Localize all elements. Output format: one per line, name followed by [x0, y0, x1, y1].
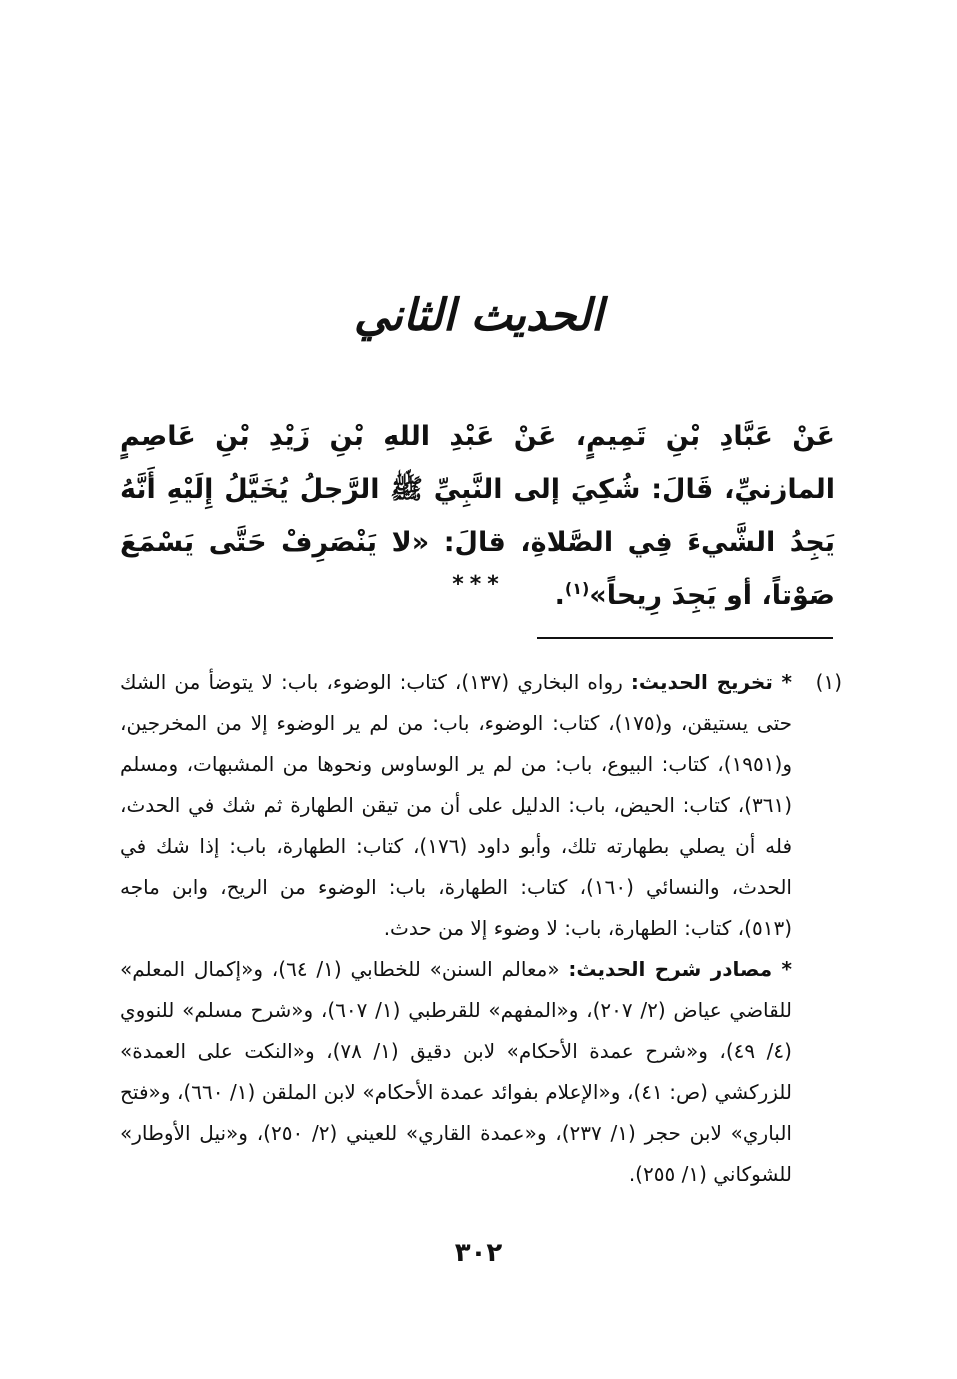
separator-stars: ***: [452, 572, 505, 597]
footnote-divider: [537, 637, 833, 639]
footnote-takhrij-text: رواه البخاري (١٣٧)، كتاب: الوضوء، باب: لا يتوضأ من الشك حتى يستيقن، و(١٧٥)، كتاب: الوضوء، باب: من لم ير الوضوء إلا من المخرجين، و(١٩٥١)، كتاب: البيوع، باب: من لم ير الوساوس ونحوها من المشبهات، ومسلم (٣٦١)، كتاب: الحيض، باب: الدليل على أن من تيقن الطهارة ثم شك في الحدث، فله أن يصلي بطهارته تلك، وأبو داود (١٧٦)، كتاب: الطهارة، باب: إذا شك في الحدث، والنسائي (١٦٠)، كتاب: الطهارة، باب: الوضوء من الريح، وابن ماجه (٥١٣)، كتاب: الطهارة، باب: لا وضوء إلا من حدث.: [120, 670, 793, 940]
footnote-body: [120, 662, 792, 1195]
footnote-sources: [120, 949, 792, 1195]
hadith-body: عَنْ عَبَّادِ بْنِ تَمِيمٍ، عَنْ عَبْدِ اللهِ بْنِ زَيْدِ بْنِ عَاصِمٍ المازنيِّ، قَالَ: شُكِيَ إلى النَّبِيِّ ﷺ الرَّجلُ يُخَيَّلُ إِلَيْهِ أَنَّهُ يَجِدُ الشَّيءَ فِي الصَّلاةِ، قالَ: «لا يَنْصَرِفْ حَتَّى يَسْمَعَ صَوْتاً، أو يَجِدَ رِيحاً»: [120, 421, 835, 611]
footnote-takhrij-label: * تخريج الحديث:: [630, 670, 793, 694]
section-title: الحديث الثاني: [353, 290, 604, 341]
footnote-takhrij: [120, 662, 792, 949]
footnote-reference[interactable]: (١): [564, 579, 590, 598]
footnotes-section: [120, 662, 842, 1195]
hadith-end: .: [554, 580, 565, 611]
footnote-sources-label: * مصادر شرح الحديث:: [568, 957, 792, 981]
page-number: ٣٠٢: [454, 1238, 503, 1268]
footnote-sources-text: «معالم السنن» للخطابي (١/ ٦٤)، و«إكمال المعلم» للقاضي عياض (٢/ ٢٠٧)، و«المفهم» للقرطبي (١/ ٦٠٧)، و«شرح مسلم» للنووي (٤/ ٤٩)، و«شرح عمدة الأحكام» لابن دقيق (١/ ٧٨)، و«النكت على العمدة» للزركشي (ص: ٤١)، و«الإعلام بفوائد عمدة الأحكام» لابن الملقن (١/ ٦٦٠)، و«فتح الباري» لابن حجر (١/ ٢٣٧)، و«عمدة القاري» للعيني (٢/ ٢٥٠)، و«نيل الأوطار» للشوكاني (١/ ٢٥٥).: [120, 957, 792, 1186]
footnote-number: (١): [815, 670, 842, 694]
